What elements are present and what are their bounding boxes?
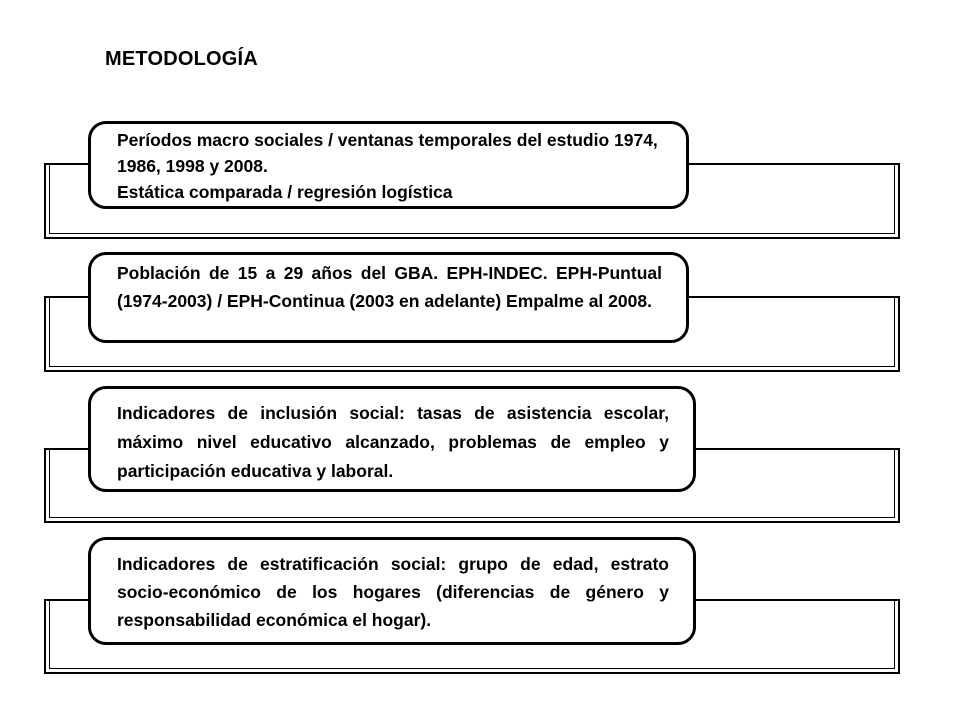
- step-3-box: [88, 386, 696, 492]
- step-4-text: Indicadores de estratificación social: grupo de edad, estrato socio-económico de los hogares (diferencias de género y responsabilidad económica el hogar).: [117, 554, 669, 630]
- step-3-text: Indicadores de inclusión social: tasas de asistencia escolar, máximo nivel educativo alcanzado, problemas de empleo y participación educativa y laboral.: [117, 403, 669, 481]
- step-1-line-1: Períodos macro sociales / ventanas temporales del estudio 1974, 1986, 1998 y 2008.: [117, 130, 658, 176]
- step-2-text: Población de 15 a 29 años del GBA. EPH-INDEC. EPH-Puntual (1974-2003) / EPH-Continua (2003 en adelante) Empalme al 2008.: [117, 263, 662, 311]
- page-title: METODOLOGÍA: [105, 48, 258, 70]
- step-1-line-2: Estática comparada / regresión logística: [117, 182, 453, 202]
- step-1-box: [88, 121, 689, 209]
- step-4-box: [88, 537, 696, 645]
- step-2-box: [88, 252, 689, 343]
